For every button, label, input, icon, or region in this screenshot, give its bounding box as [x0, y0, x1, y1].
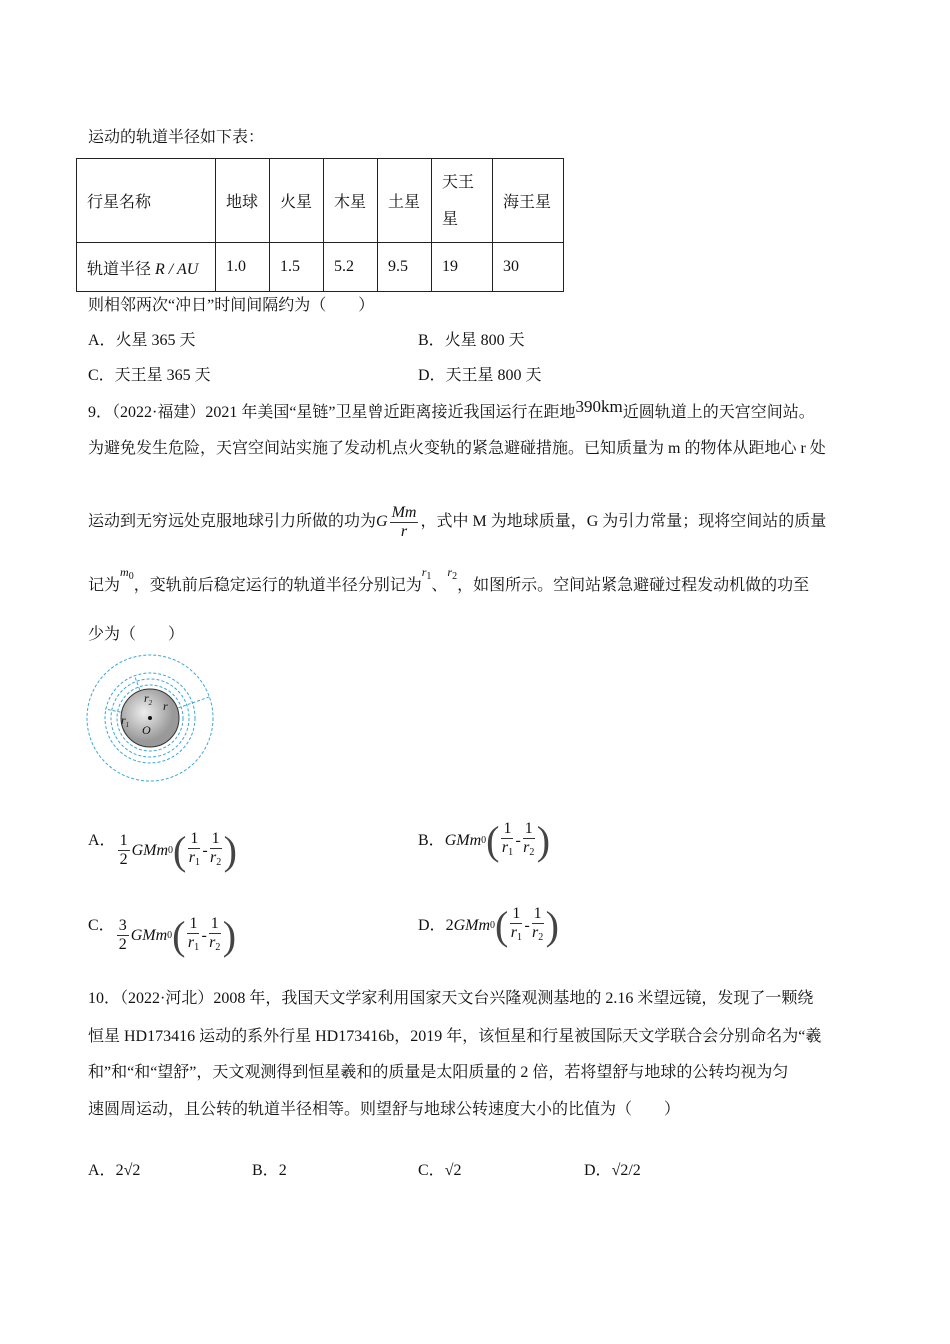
- letter: B．: [252, 1162, 279, 1179]
- q10-line: 和”和“和“望舒”，天文观测得到恒星羲和的质量是太阳质量的 2 倍，若将望舒与地球的公转均视为匀: [88, 1064, 789, 1081]
- text: ，变轨前后稳定运行的轨道半径分别记为: [133, 577, 422, 594]
- letter: D．: [584, 1162, 612, 1179]
- table-header: 地球: [216, 159, 270, 243]
- label-r1: $r_1$: [121, 713, 130, 729]
- table-header: 土星: [378, 159, 432, 243]
- q8-option-d[interactable]: D．天王星 800 天: [418, 367, 542, 384]
- q9-line3: [88, 500, 826, 544]
- q10-option-c[interactable]: [418, 1161, 461, 1181]
- table-header: 天王星: [432, 159, 493, 243]
- q10-option-a[interactable]: [88, 1161, 140, 1181]
- q10-line: 10．（2022·河北）2008 年，我国天文学家利用国家天文台兴隆观测基地的 2.16 米望远镜，发现了一颗绕: [88, 990, 814, 1007]
- q9-option-a[interactable]: [88, 816, 237, 876]
- r2-symbol: r2: [447, 565, 458, 582]
- letter: C．: [88, 917, 115, 934]
- table-header: 海王星: [493, 159, 564, 243]
- distance: 390km: [575, 397, 623, 416]
- work-formula: G $\frac{Mm}{r}$: [376, 503, 417, 540]
- letter: D．: [418, 917, 446, 934]
- orbit-diagram: [84, 652, 218, 786]
- table-header: 火星: [270, 159, 324, 243]
- text: ，如图所示。空间站紧急避碰过程发动机做的功至: [457, 577, 810, 594]
- text: 、: [431, 577, 448, 594]
- letter: B．: [418, 832, 445, 849]
- text: ，式中 M 为地球质量，G 为引力常量；现将空间站的质量: [420, 513, 827, 530]
- text: 近圆轨道上的天宫空间站。: [622, 404, 815, 421]
- q9-option-c[interactable]: [88, 901, 236, 961]
- table-header: 行星名称: [77, 159, 216, 243]
- num: 3: [118, 917, 127, 934]
- q10-option-b[interactable]: [252, 1161, 287, 1181]
- q10-line: 恒星 HD173416 运动的系外行星 HD173416b，2019 年，该恒星和行星被国际天文学联合会分别命名为“羲: [88, 1028, 822, 1045]
- value: 2√2: [115, 1162, 141, 1179]
- q9-line4: [88, 565, 810, 601]
- text: 记为: [88, 577, 121, 594]
- label-r2: $r_2$: [144, 691, 153, 707]
- q8-option-c[interactable]: C．天王星 365 天: [88, 367, 211, 384]
- q8-option-a[interactable]: A．火星 365 天: [88, 332, 196, 349]
- formula: $\frac{3}{2}$ GMm 0 ( $\frac{1}{r_1}$ - $\frac{1}{r_2}$ ): [118, 912, 237, 958]
- den: 2: [119, 851, 128, 868]
- q10-line: 速圆周运动，且公转的轨道半径相等。则望舒与地球公转速度大小的比值为（ ）: [88, 1101, 681, 1118]
- table-cell: 19: [432, 243, 493, 292]
- table-header: 木星: [324, 159, 378, 243]
- coef: 2: [445, 917, 454, 934]
- q8-stem: 则相邻两次“冲日”时间间隔约为（ ）: [88, 297, 375, 314]
- q9-option-d[interactable]: [418, 901, 559, 951]
- q9-line5: 少为（ ）: [88, 626, 185, 643]
- table-cell: 1.0: [216, 243, 270, 292]
- num: 1: [119, 832, 128, 849]
- row-label: 轨道半径: [87, 260, 152, 278]
- q10-option-d[interactable]: [584, 1161, 641, 1181]
- letter: C．: [418, 1162, 445, 1179]
- table-row-label: [77, 243, 216, 292]
- row-unit: R / AU: [155, 260, 199, 278]
- value: √2: [444, 1162, 462, 1179]
- table-cell: 5.2: [324, 243, 378, 292]
- q9-line2: 为避免发生危险，天宫空间站实施了发动机点火变轨的紧急避碰措施。已知质量为 m 的物体从距地心 r 处: [88, 440, 826, 457]
- label-o: O: [142, 723, 151, 737]
- m0-symbol: m0: [120, 565, 134, 582]
- letter: A．: [88, 832, 116, 849]
- orbit-radius-table: [76, 158, 564, 292]
- q9-line1: [88, 397, 815, 423]
- den: 2: [118, 936, 127, 953]
- intro-text: 运动的轨道半径如下表：: [88, 129, 265, 146]
- table-cell: 1.5: [270, 243, 324, 292]
- q9-option-b[interactable]: [418, 816, 550, 866]
- letter: A．: [88, 1162, 116, 1179]
- value: √2/2: [611, 1162, 641, 1179]
- label-r: r: [163, 699, 168, 713]
- q8-option-b[interactable]: B．火星 800 天: [418, 332, 525, 349]
- table-cell: 9.5: [378, 243, 432, 292]
- text: 运动到无穷远处克服地球引力所做的功为: [88, 513, 377, 530]
- formula: GMm 0 ( $\frac{1}{r_1}$ - $\frac{1}{r_2}$ ): [444, 818, 551, 863]
- value: 2: [278, 1162, 287, 1179]
- r1-symbol: r1: [421, 565, 432, 582]
- table-cell: 30: [493, 243, 564, 292]
- formula: $\frac{1}{2}$ GMm 0 ( $\frac{1}{r_1}$ - $\frac{1}{r_2}$ ): [119, 827, 237, 873]
- formula: 2 GMm 0 ( $\frac{1}{r_1}$ - $\frac{1}{r_2}$ ): [446, 901, 559, 951]
- text: 9．（2022·福建）2021 年美国“星链”卫星曾近距离接近我国运行在距地: [88, 404, 576, 421]
